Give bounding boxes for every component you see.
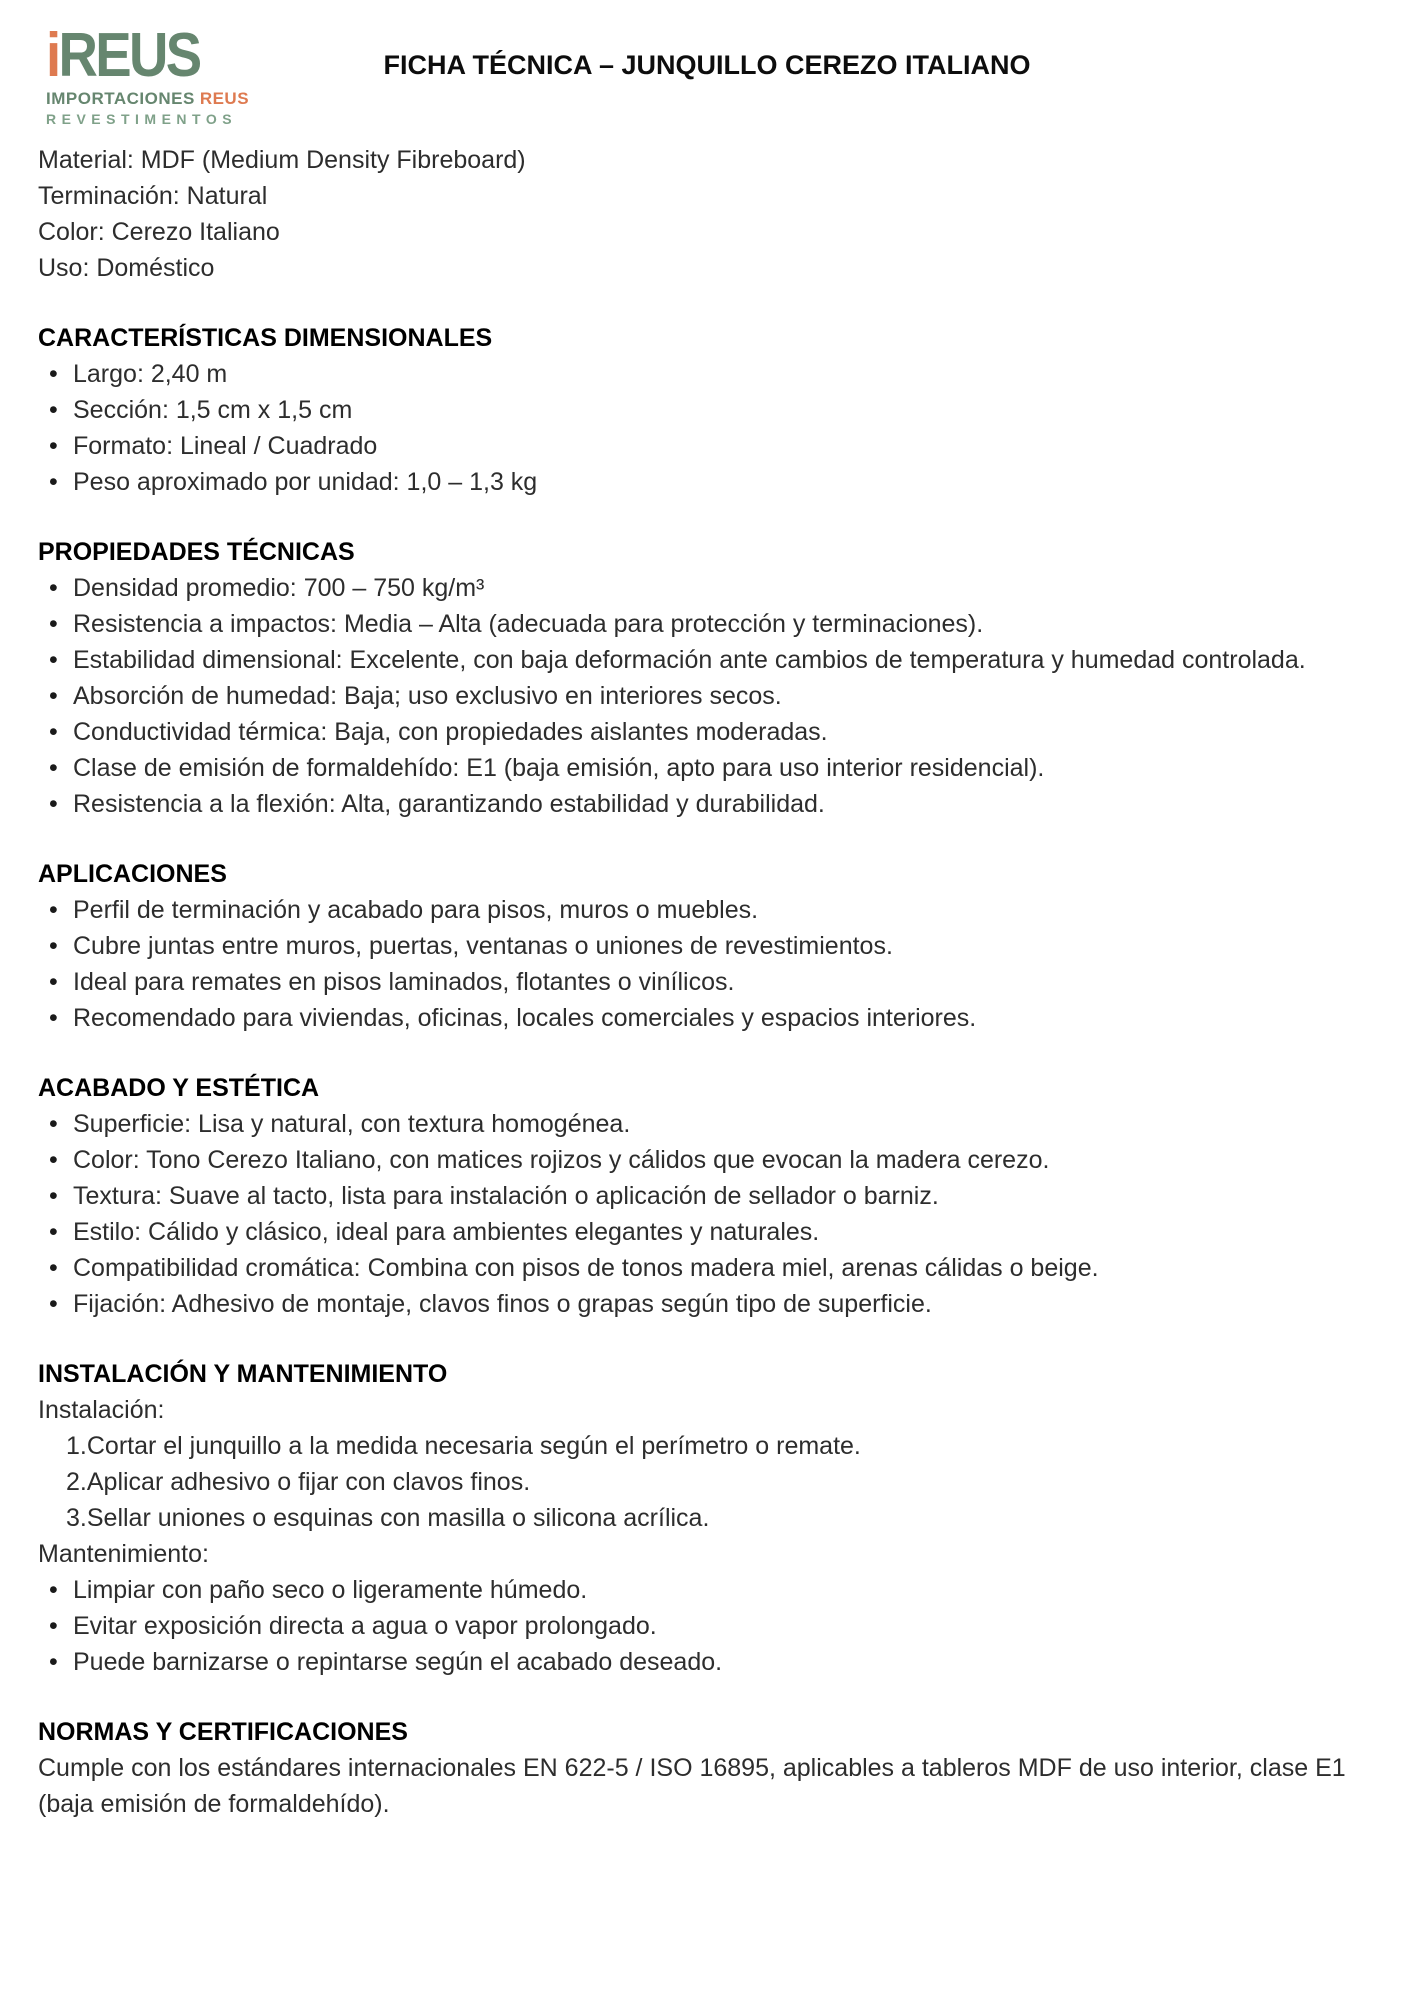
bullet-marker: • bbox=[49, 896, 58, 924]
bullet-text: Conductividad térmica: Baja, con propiedades aislantes moderadas. bbox=[73, 718, 828, 746]
bullet-item bbox=[38, 1178, 1374, 1214]
section-heading: CARACTERÍSTICAS DIMENSIONALES bbox=[38, 324, 493, 352]
sections-block bbox=[38, 320, 1374, 1822]
bullet-marker: • bbox=[49, 754, 58, 782]
bullet-marker: • bbox=[49, 360, 58, 388]
bullet-marker: • bbox=[49, 468, 58, 496]
bullet-text: Perfil de terminación y acabado para pisos, muros o muebles. bbox=[73, 896, 759, 924]
document-header bbox=[0, 21, 1414, 127]
bullet-item bbox=[38, 606, 1374, 642]
bullet-item bbox=[38, 1142, 1374, 1178]
intro-line: Color: Cerezo Italiano bbox=[38, 218, 280, 246]
logo-letters-reus: REUS bbox=[58, 21, 200, 90]
bullet-text: Cubre juntas entre muros, puertas, ventanas o uniones de revestimientos. bbox=[73, 932, 893, 960]
bullet-text: Ideal para remates en pisos laminados, flotantes o vinílicos. bbox=[73, 968, 735, 996]
bullet-text: Absorción de humedad: Baja; uso exclusivo en interiores secos. bbox=[73, 682, 782, 710]
bullet-item bbox=[38, 428, 1374, 464]
bullet-item bbox=[38, 1644, 1374, 1680]
bullet-text: Clase de emisión de formaldehído: E1 (baja emisión, apto para uso interior residencial). bbox=[73, 754, 1045, 782]
numbered-item bbox=[38, 1464, 1374, 1500]
bullet-text: Textura: Suave al tacto, lista para instalación o aplicación de sellador o barniz. bbox=[73, 1182, 939, 1210]
bullet-item bbox=[38, 464, 1374, 500]
bullet-text: Formato: Lineal / Cuadrado bbox=[73, 432, 378, 460]
section-heading: PROPIEDADES TÉCNICAS bbox=[38, 538, 355, 566]
bullet-text: Estabilidad dimensional: Excelente, con baja deformación ante cambios de temperatura y humedad controlada. bbox=[73, 646, 1306, 674]
bullet-text: Superficie: Lisa y natural, con textura homogénea. bbox=[73, 1110, 631, 1138]
bullet-marker: • bbox=[49, 1648, 58, 1676]
bullet-marker: • bbox=[49, 932, 58, 960]
intro-block bbox=[38, 142, 1374, 286]
numbered-item bbox=[38, 1500, 1374, 1536]
bullet-text: Resistencia a impactos: Media – Alta (adecuada para protección y terminaciones). bbox=[73, 610, 984, 638]
bullet-item bbox=[38, 750, 1374, 786]
sub-label: Mantenimiento: bbox=[38, 1540, 209, 1568]
intro-line: Uso: Doméstico bbox=[38, 254, 215, 282]
bullet-text: Recomendado para viviendas, oficinas, locales comerciales y espacios interiores. bbox=[73, 1004, 977, 1032]
bullet-item bbox=[38, 1000, 1374, 1036]
bullet-item bbox=[38, 1214, 1374, 1250]
section-heading: APLICACIONES bbox=[38, 860, 227, 888]
bullet-text: Color: Tono Cerezo Italiano, con matices rojizos y cálidos que evocan la madera cerezo. bbox=[73, 1146, 1050, 1174]
logo-subtitle-importaciones: IMPORTACIONES bbox=[46, 89, 195, 108]
bullet-marker: • bbox=[49, 1290, 58, 1318]
bullet-text: Limpiar con paño seco o ligeramente húmedo. bbox=[73, 1576, 588, 1604]
bullet-marker: • bbox=[49, 1576, 58, 1604]
bullet-marker: • bbox=[49, 646, 58, 674]
bullet-item bbox=[38, 1250, 1374, 1286]
number-marker: 1. bbox=[66, 1432, 87, 1460]
numbered-text: Sellar uniones o esquinas con masilla o silicona acrílica. bbox=[86, 1504, 710, 1532]
numbered-text: Aplicar adhesivo o fijar con clavos finos. bbox=[86, 1468, 531, 1496]
bullet-marker: • bbox=[49, 1254, 58, 1282]
document-body bbox=[0, 142, 1414, 1822]
bullet-item bbox=[38, 570, 1374, 606]
bullet-item bbox=[38, 1608, 1374, 1644]
number-marker: 2. bbox=[66, 1468, 87, 1496]
bullet-item bbox=[38, 892, 1374, 928]
bullet-marker: • bbox=[49, 718, 58, 746]
page-title: FICHA TÉCNICA – JUNQUILLO CEREZO ITALIANO bbox=[383, 50, 1031, 80]
bullet-text: Peso aproximado por unidad: 1,0 – 1,3 kg bbox=[73, 468, 538, 496]
bullet-marker: • bbox=[49, 1146, 58, 1174]
bullet-item bbox=[38, 392, 1374, 428]
bullet-marker: • bbox=[49, 574, 58, 602]
numbered-text: Cortar el junquillo a la medida necesaria según el perímetro o remate. bbox=[86, 1432, 861, 1460]
logo-subtitle bbox=[46, 89, 250, 108]
bullet-item bbox=[38, 964, 1374, 1000]
sub-label: Instalación: bbox=[38, 1396, 165, 1424]
bullet-marker: • bbox=[49, 1182, 58, 1210]
bullet-marker: • bbox=[49, 1110, 58, 1138]
bullet-text: Fijación: Adhesivo de montaje, clavos finos o grapas según tipo de superficie. bbox=[73, 1290, 932, 1318]
bullet-marker: • bbox=[49, 610, 58, 638]
bullet-item bbox=[38, 1572, 1374, 1608]
bullet-text: Estilo: Cálido y clásico, ideal para ambientes elegantes y naturales. bbox=[73, 1218, 820, 1246]
bullet-item bbox=[38, 1106, 1374, 1142]
section-heading: INSTALACIÓN Y MANTENIMIENTO bbox=[38, 1360, 448, 1388]
bullet-text: Evitar exposición directa a agua o vapor prolongado. bbox=[73, 1612, 657, 1640]
section-heading: ACABADO Y ESTÉTICA bbox=[38, 1074, 320, 1102]
bullet-item bbox=[38, 786, 1374, 822]
bullet-marker: • bbox=[49, 1004, 58, 1032]
section-paragraph: Cumple con los estándares internacionales EN 622-5 / ISO 16895, aplicables a tableros MDF de uso interior, clase E1 (baja emisión de formaldehído). bbox=[38, 1754, 1346, 1818]
bullet-text: Densidad promedio: 700 – 750 kg/m³ bbox=[73, 574, 485, 602]
bullet-marker: • bbox=[49, 1612, 58, 1640]
bullet-text: Resistencia a la flexión: Alta, garantizando estabilidad y durabilidad. bbox=[73, 790, 825, 818]
logo-subtitle-reus: REUS bbox=[199, 89, 250, 108]
bullet-text: Puede barnizarse o repintarse según el acabado deseado. bbox=[73, 1648, 723, 1676]
bullet-text: Sección: 1,5 cm x 1,5 cm bbox=[73, 396, 353, 424]
bullet-marker: • bbox=[49, 790, 58, 818]
bullet-text: Compatibilidad cromática: Combina con pisos de tonos madera miel, arenas cálidas o beige. bbox=[73, 1254, 1099, 1282]
intro-line: Material: MDF (Medium Density Fibreboard) bbox=[38, 146, 526, 174]
bullet-item bbox=[38, 928, 1374, 964]
bullet-item bbox=[38, 714, 1374, 750]
bullet-marker: • bbox=[49, 396, 58, 424]
logo-tagline: REVESTIMENTOS bbox=[46, 111, 238, 127]
bullet-item bbox=[38, 1286, 1374, 1322]
bullet-item bbox=[38, 642, 1374, 678]
logo-letter-i: i bbox=[46, 21, 59, 90]
bullet-marker: • bbox=[49, 682, 58, 710]
intro-line: Terminación: Natural bbox=[38, 182, 268, 210]
bullet-marker: • bbox=[49, 432, 58, 460]
numbered-item bbox=[38, 1428, 1374, 1464]
bullet-item bbox=[38, 356, 1374, 392]
bullet-text: Largo: 2,40 m bbox=[73, 360, 228, 388]
bullet-item bbox=[38, 678, 1374, 714]
bullet-marker: • bbox=[49, 968, 58, 996]
bullet-marker: • bbox=[49, 1218, 58, 1246]
section-heading: NORMAS Y CERTIFICACIONES bbox=[38, 1718, 408, 1746]
number-marker: 3. bbox=[66, 1504, 87, 1532]
